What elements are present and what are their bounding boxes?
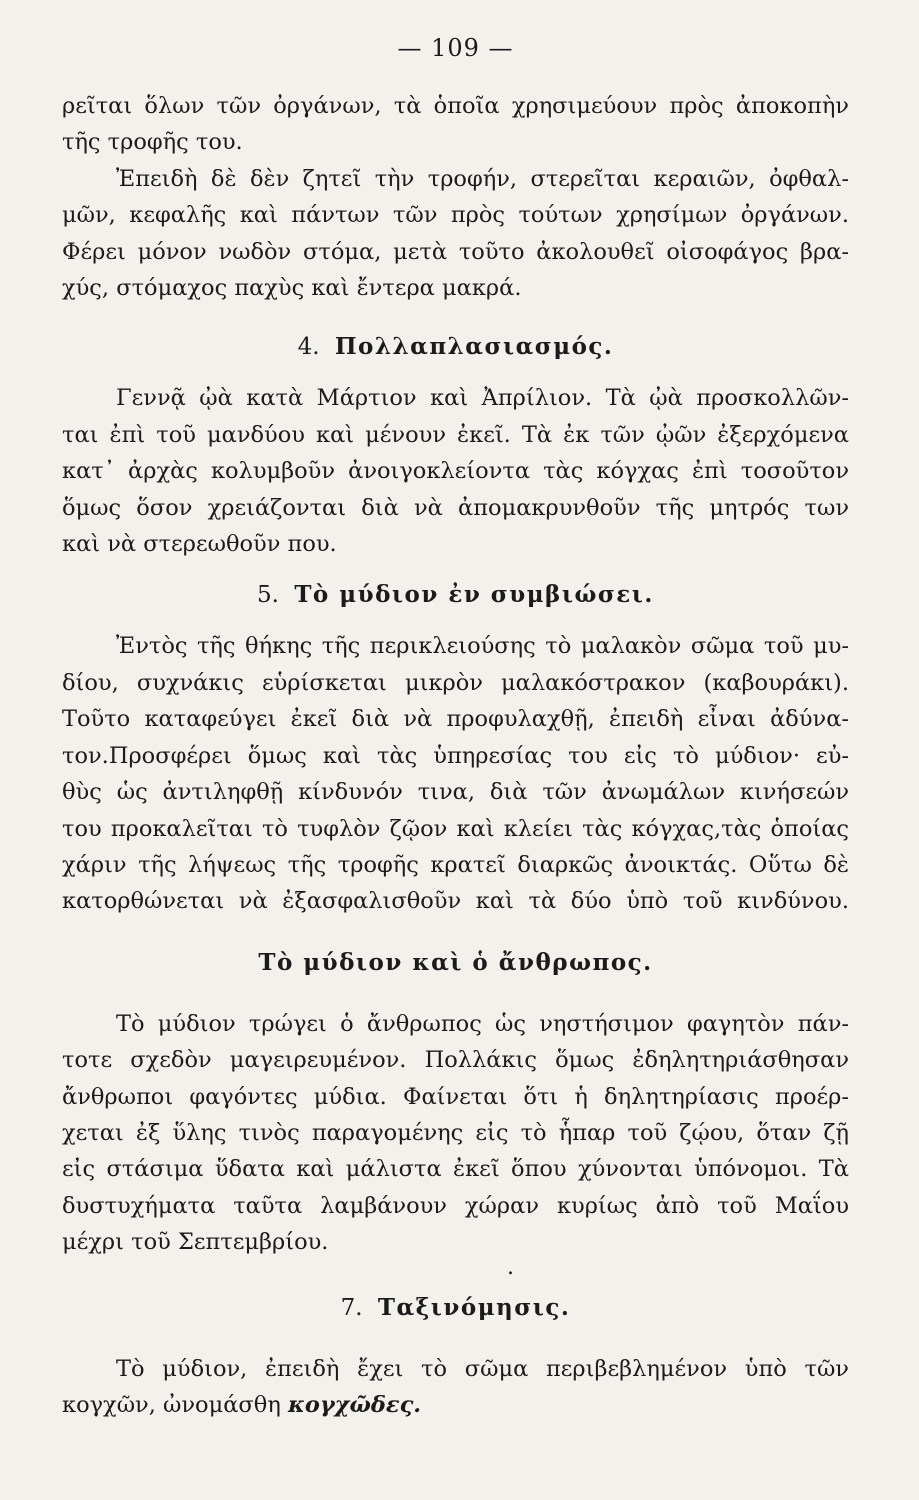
text-line: Ἐντὸς τῆς θήκης τῆς περικλειούσης τὸ μαλακὸν σῶμα τοῦ μυ-	[116, 633, 849, 660]
text-line: καὶ νὰ στερεωθοῦν που.	[62, 531, 337, 558]
section-number: 7.	[340, 1294, 363, 1321]
text-line: ται ἐπὶ τοῦ μανδύου καὶ μένουν ἐκεῖ. Τὰ ἐκ τῶν ᾠῶν ἐξερχόμενα	[62, 421, 849, 448]
text-line: ἄνθρωποι φαγόντες μύδια. Φαίνεται ὅτι ἡ δηλητηρίασις προέρ-	[62, 1083, 849, 1110]
section-heading-mussel-and-man	[62, 944, 849, 982]
section-title: Ταξινόμησις.	[377, 1293, 571, 1321]
text-line	[62, 1387, 849, 1423]
section-title: Τὸ μύδιον καὶ ὁ ἄνθρωπος.	[258, 948, 653, 976]
text-line: χεται ἐξ ὕλης τινὸς παραγομένης εἰς τὸ ἧπαρ τοῦ ζῴου, ὅταν ζῇ	[62, 1119, 849, 1146]
text-line: κατ᾽ ἀρχὰς κολυμβοῦν ἀνοιγοκλείοντα τὰς κόγχας ἐπὶ τοσοῦτον	[62, 458, 849, 485]
paragraph-mussel-and-man	[62, 1006, 849, 1261]
text-line: τοτε σχεδὸν μαγειρευμένον. Πολλάκις ὅμως ἐδηλητηριάσθησαν	[62, 1047, 849, 1074]
section-title: Τὸ μύδιον ἐν συμβιώσει.	[294, 581, 654, 609]
text-line: του προκαλεῖται τὸ τυφλὸν ζῷον καὶ κλείει τὰς κόγχας,τὰς ὁποίας	[62, 815, 849, 842]
text-line: τον.Προσφέρει ὅμως καὶ τὰς ὑπηρεσίας του εἰς τὸ μύδιον· εὐ-	[62, 742, 849, 769]
text-line: κατορθώνεται νὰ ἐξασφαλισθοῦν καὶ τὰ δύο ὑπὸ τοῦ κινδύνου.	[62, 888, 849, 915]
text-line: θὺς ὡς ἀντιληφθῇ κίνδυνόν τινα, διὰ τῶν ἀνωμάλων κινήσεών	[62, 779, 849, 806]
paragraph-classification	[62, 1351, 849, 1424]
text-line: Τὸ μύδιον τρώγει ὁ ἄνθρωπος ὡς νηστήσιμον φαγητὸν πάν-	[116, 1010, 849, 1037]
text-line: χύς, στόμαχος παχὺς καὶ ἔντερα μακρά.	[62, 275, 522, 302]
text-line: δίου, συχνάκις εὑρίσκεται μικρὸν μαλακόστρακον (καβουράκι).	[62, 669, 849, 696]
text-line: Φέρει μόνον νωδὸν στόμα, μετὰ τοῦτο ἀκολουθεῖ οἰσοφάγος βρα-	[62, 238, 849, 265]
section-title: Πολλαπλασιασμός.	[334, 333, 614, 361]
text-line: ρεῖται ὅλων τῶν ὀργάνων, τὰ ὁποῖα χρησιμεύουν πρὸς ἀποκοπὴν	[62, 93, 849, 119]
text-line: Γεννᾷ ᾠὰ κατὰ Μάρτιον καὶ Ἀπρίλιον. Τὰ ᾠὰ προσκολλῶν-	[116, 385, 849, 412]
paragraph-anatomy	[62, 88, 849, 306]
paragraph-symbiosis	[62, 628, 849, 919]
text-line: Τοῦτο καταφεύγει ἐκεῖ διὰ νὰ προφυλαχθῇ, ἐπειδὴ εἶναι ἀδύνα-	[62, 706, 849, 733]
text-line: Τὸ μύδιον, ἐπειδὴ ἔχει τὸ σῶμα περιβεβλημένον ὑπὸ τῶν	[116, 1355, 849, 1382]
text-line: δυστυχήματα ταῦτα λαμβάνουν χώραν κυρίως ἀπὸ τοῦ Μαΐου	[62, 1192, 849, 1219]
text-line: Ἐπειδὴ δὲ δὲν ζητεῖ τὴν τροφήν, στερεῖται κεραιῶν, ὀφθαλ-	[116, 165, 849, 192]
page-number: — 109 —	[397, 34, 514, 62]
text-line-plain: κογχῶν, ὠνομάσθη	[62, 1391, 281, 1418]
text-line: μῶν, κεφαλῆς καὶ πάντων τῶν πρὸς τούτων χρησίμων ὀργάνων.	[62, 202, 849, 229]
paragraph-reproduction	[62, 380, 849, 562]
section-heading-classification	[62, 1289, 849, 1327]
text-line: εἰς στάσιμα ὕδατα καὶ μάλιστα ἐκεῖ ὅπου χύνονται ὑπόνομοι. Τὰ	[62, 1156, 849, 1183]
text-line: χάριν τῆς λήψεως τῆς τροφῆς κρατεῖ διαρκῶς ἀνοικτάς. Οὕτω δὲ	[62, 851, 849, 878]
emphasized-term: κογχῶδες.	[287, 1391, 422, 1418]
text-line: ὅμως ὅσον χρειάζονται διὰ νὰ ἀπομακρυνθοῦν τῆς μητρός των	[62, 494, 849, 521]
text-line: τῆς τροφῆς του.	[62, 129, 243, 156]
section-heading-reproduction	[62, 328, 849, 366]
section-number: 4.	[297, 334, 320, 361]
section-number: 5.	[257, 582, 279, 609]
text-line: μέχρι τοῦ Σεπτεμβρίου.	[62, 1229, 329, 1256]
section-heading-symbiosis	[62, 576, 849, 614]
separator-dot: .	[507, 1254, 514, 1280]
